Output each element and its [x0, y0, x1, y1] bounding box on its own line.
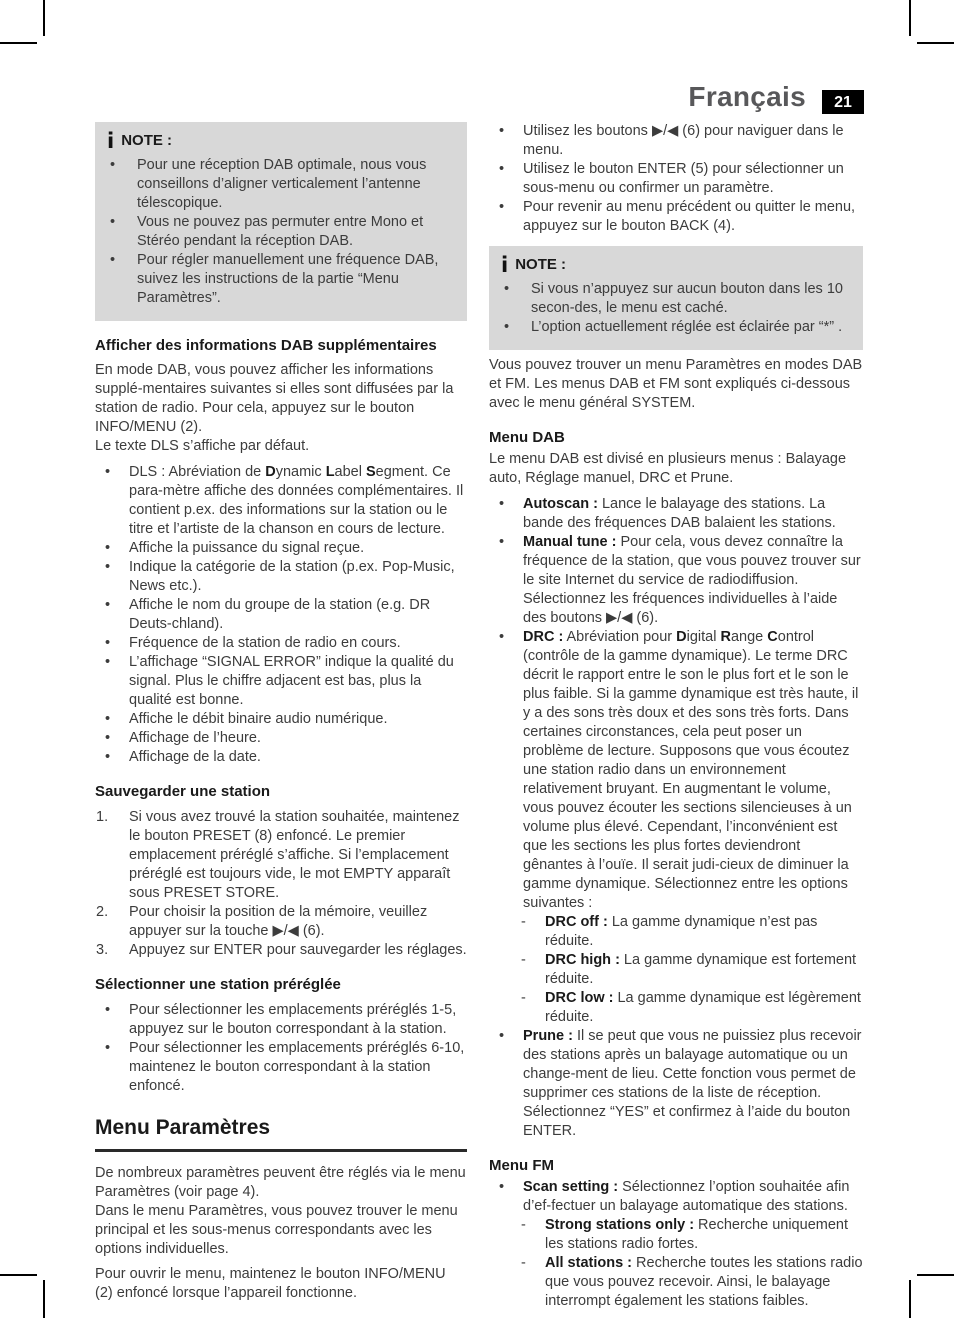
list-item-text [129, 710, 467, 729]
note-label: NOTE : [121, 132, 173, 149]
list-item [95, 1001, 467, 1039]
list-item [489, 495, 863, 533]
crop-mark [0, 1274, 37, 1276]
text-run: Utilisez les boutons ▶/◀ (6) pour naviguer dans le menu. [523, 123, 844, 158]
text-run: Autoscan : [523, 496, 598, 512]
list-item-text [137, 251, 455, 308]
list-item-text [129, 1039, 467, 1096]
text-run: Indique la catégorie de la station (p.ex. Pop-Music, News etc.). [129, 559, 455, 594]
list-item [489, 198, 863, 236]
text-run: En mode DAB, vous pouvez afficher les informations supplé-mentaires suivantes si elles sont diffusées par la station de radio. Pour cela, appuyez sur le bouton INFO/MENU (2). [95, 362, 454, 435]
list-item [95, 653, 467, 710]
list-item-text [523, 1178, 863, 1216]
list-item-text [137, 213, 455, 251]
text-run: D [676, 629, 687, 645]
list-item [95, 463, 467, 539]
note-box [489, 246, 863, 350]
crop-mark [43, 0, 45, 36]
bullet-marker: • [499, 1028, 505, 1044]
number-marker: 1. [96, 809, 109, 825]
text-run: Le texte DLS s’affiche par défaut. [95, 438, 310, 454]
list-item [519, 989, 863, 1027]
dash-marker: - [521, 990, 526, 1006]
bullet-marker: • [105, 1040, 111, 1056]
list-item [107, 156, 455, 213]
list-item-text [523, 628, 863, 913]
text-run: egment. Ce para-mètre affiche des données complémentaires. Il contient p.ex. des informations sur la station ou le titre et l’artiste de la chanson en cours de lecture. [129, 464, 464, 537]
section-heading: Sauvegarder une station [95, 783, 271, 800]
crop-mark [909, 1280, 911, 1318]
paragraph [95, 1202, 467, 1259]
text-run: Utilisez le bouton ENTER (5) pour sélectionner un sous-menu ou confirmer un paramètre. [523, 161, 844, 196]
list-item-text [129, 634, 467, 653]
text-run: R [720, 629, 731, 645]
list-item [489, 628, 863, 913]
list-item [95, 539, 467, 558]
list-item [95, 941, 467, 960]
note-label: NOTE : [515, 256, 567, 273]
bullet-marker: • [105, 597, 111, 613]
list-item-text [531, 318, 851, 337]
bullet-marker: • [105, 730, 111, 746]
paragraph [95, 361, 467, 437]
bullet-marker: • [105, 749, 111, 765]
text-run: Pour sélectionner les emplacements préréglés 1-5, appuyez sur le bouton correspondant à la station. [129, 1002, 457, 1037]
bullet-list [95, 463, 467, 767]
text-run: Vous ne pouvez pas permuter entre Mono et Stéréo pendant la réception DAB. [137, 214, 424, 249]
text-run: DRC off : [545, 914, 608, 930]
note-bullet-list [501, 280, 851, 337]
list-item-text [129, 729, 467, 748]
bullet-list [489, 495, 863, 1141]
text-run: Strong stations only : [545, 1217, 695, 1233]
bullet-marker: • [504, 319, 510, 335]
text-run: Appuyez sur ENTER pour sauvegarder les réglages. [129, 942, 467, 958]
bullet-marker: • [499, 199, 505, 215]
list-item [489, 1178, 863, 1216]
list-item-text [523, 198, 863, 236]
list-item [95, 1039, 467, 1096]
paragraph [489, 356, 863, 413]
text-run: DLS : Abréviation de [129, 464, 266, 480]
crop-mark [909, 0, 911, 36]
dash-marker: - [521, 952, 526, 968]
section-heading: Sélectionner une station préréglée [95, 976, 341, 993]
note-title [107, 129, 455, 153]
list-item [489, 533, 863, 628]
page-number-badge: 21 [822, 90, 864, 114]
bullet-marker: • [499, 629, 505, 645]
dash-marker: - [521, 1217, 526, 1233]
text-run: Pour revenir au menu précédent ou quitter le menu, appuyez sur le bouton BACK (4). [523, 199, 856, 234]
bullet-marker: • [105, 540, 111, 556]
list-item [107, 213, 455, 251]
chapter-heading: Menu Paramètres [95, 1116, 467, 1152]
text-run: igital [686, 629, 721, 645]
bullet-marker: • [499, 496, 505, 512]
bullet-marker: • [499, 1179, 505, 1195]
section-heading: Menu DAB [489, 429, 565, 446]
paragraph [95, 1164, 467, 1202]
text-run: Manual tune : [523, 534, 617, 550]
list-item [501, 280, 851, 318]
text-run: All stations : [545, 1255, 633, 1271]
list-item [95, 634, 467, 653]
text-run: L’option actuellement réglée est éclairée par “*” . [531, 319, 843, 335]
text-run: ange [730, 629, 768, 645]
bullet-marker: • [105, 654, 111, 670]
bullet-marker: • [499, 534, 505, 550]
list-item [95, 558, 467, 596]
text-run: S [366, 464, 376, 480]
number-marker: 3. [96, 942, 109, 958]
text-run: La gamme dynamique n’est pas réduite. [545, 914, 818, 949]
list-item [519, 1254, 863, 1311]
bullet-marker: • [105, 1002, 111, 1018]
page-language-title: Français [688, 81, 806, 112]
note-box [95, 122, 467, 321]
list-item-text [545, 1216, 863, 1254]
text-run: C [767, 629, 778, 645]
list-item [95, 729, 467, 748]
list-item [519, 951, 863, 989]
number-marker: 2. [96, 904, 109, 920]
bullet-list [489, 1178, 863, 1311]
list-item [519, 1216, 863, 1254]
text-run: Prune : [523, 1028, 573, 1044]
text-run: ontrol (contrôle de la gamme dynamique). Le terme DRC décrit le rapport entre le son le plus fort et le son le plus faible. Si la gamme dynamique est très haute, il y a des sons très doux et des sons très forts. Dans certaines circonstances, cela peut poser un problème de lecture. Supposons que vous écoutez une station radio dans un environnement relativement bruyant. En augmentant le volume, vous pouvez écouter les sections silencieuses à un volume plus élevé. Cependant, l’inconvénient est que les sections les plus fortes deviendront gênantes à l’ouïe. Il serait judi-cieux de diminuer la gamme dynamique. Sélectionnez entre les options suivantes : [523, 629, 859, 911]
text-run: Pour régler manuellement une fréquence DAB, suivez les instructions de la partie “Menu Paramètres”. [137, 252, 439, 306]
text-run: Lance le balayage des stations. La bande des fréquences DAB balaient les stations. [523, 496, 836, 531]
bullet-marker: • [105, 635, 111, 651]
text-run: Fréquence de la station de radio en cours. [129, 635, 401, 651]
paragraph [489, 450, 863, 488]
text-run: Affichage de la date. [129, 749, 261, 765]
text-run: Si vous avez trouvé la station souhaitée, maintenez le bouton PRESET (8) enfoncé. Le premier emplacement préréglé s’affiche. Si l’emplacement préréglé est toujours vide, le mot EMPTY apparaît sous PRESET STORE. [129, 809, 460, 901]
right-column [489, 122, 863, 1311]
text-run: Affiche le nom du groupe de la station (e.g. DR Deuts-chland). [129, 597, 431, 632]
text-run: Pour sélectionner les emplacements préréglés 6-10, maintenez le bouton correspondant à la station enfoncé. [129, 1040, 465, 1094]
bullet-marker: • [499, 123, 505, 139]
numbered-list [95, 808, 467, 960]
text-run: Affichage de l’heure. [129, 730, 261, 746]
bullet-marker: • [499, 161, 505, 177]
list-item [95, 710, 467, 729]
text-run: Affiche le débit binaire audio numérique. [129, 711, 388, 727]
bullet-list [489, 122, 863, 236]
list-item-text [523, 1027, 863, 1141]
text-run: Pour cela, vous devez connaître la fréquence de la station, que vous pouvez trouver sur le site Internet du service de radiodiffusion. Sélectionnez les fréquences individuelles à l’aide des boutons ▶/◀ (6). [523, 534, 861, 626]
list-item [519, 913, 863, 951]
list-item-text [129, 748, 467, 767]
list-item-text [129, 1001, 467, 1039]
list-item-text [129, 463, 467, 539]
paragraph [95, 1265, 467, 1303]
bullet-marker: • [110, 157, 116, 173]
list-item-text [523, 122, 863, 160]
list-item [107, 251, 455, 308]
text-run: DRC high : [545, 952, 620, 968]
text-run: Affiche la puissance du signal reçue. [129, 540, 365, 556]
text-run: DRC low : [545, 990, 614, 1006]
text-run: Recherche toutes les stations radio que vous pouvez recevoir. Ainsi, le balayage interrompt également les stations faibles. [545, 1255, 863, 1309]
bullet-list [95, 1001, 467, 1096]
list-item-text [523, 533, 863, 628]
bullet-marker: • [110, 252, 116, 268]
text-run: Abréviation pour [563, 629, 677, 645]
list-item-text [545, 989, 863, 1027]
text-run: La gamme dynamique est fortement réduite. [545, 952, 857, 987]
text-run: Le menu DAB est divisé en plusieurs menus : Balayage auto, Réglage manuel, DRC et Prune. [489, 451, 847, 486]
list-item [489, 160, 863, 198]
text-run: La gamme dynamique est légèrement réduite. [545, 990, 861, 1025]
text-run: Si vous n’appuyez sur aucun bouton dans les 10 secon-des, le menu est caché. [531, 281, 843, 316]
text-run: Il se peut que vous ne puissiez plus recevoir des stations après un balayage automatique ou un change-ment de lieu. Cette fonction vous permet de supprimer ces stations de la liste de réception. Sélectionnez “YES” et confirmez à l’aide du bouton ENTER. [523, 1028, 862, 1139]
note-title [501, 253, 851, 277]
section-heading: Afficher des informations DAB supplémentaires [95, 337, 437, 354]
text-run: DRC : [523, 629, 564, 645]
list-item-text [129, 941, 467, 960]
text-run: ynamic [275, 464, 326, 480]
list-item-text [129, 558, 467, 596]
list-item-text [523, 495, 863, 533]
bullet-marker: • [105, 464, 111, 480]
list-item-text [129, 539, 467, 558]
list-item [95, 903, 467, 941]
section-heading: Menu FM [489, 1157, 554, 1174]
text-run: Pour ouvrir le menu, maintenez le bouton INFO/MENU (2) enfoncé lorsque l’appareil fonctionne. [95, 1266, 446, 1301]
info-icon: i [107, 129, 115, 153]
list-item-text [129, 653, 467, 710]
text-run: Pour choisir la position de la mémoire, veuillez appuyer sur la touche ▶/◀ (6). [129, 904, 428, 939]
dash-marker: - [521, 914, 526, 930]
text-run: D [265, 464, 276, 480]
list-item-text [545, 1254, 863, 1311]
list-item [501, 318, 851, 337]
text-run: L’affichage “SIGNAL ERROR” indique la qualité du signal. Plus le chiffre adjacent est bas, plus la qualité est bonne. [129, 654, 454, 708]
text-run: Dans le menu Paramètres, vous pouvez trouver le menu principal et les sous-menus correspondants avec les options individuelles. [95, 1203, 458, 1257]
list-item [95, 808, 467, 903]
list-item [95, 748, 467, 767]
text-run: Recherche uniquement les stations radio fortes. [545, 1217, 848, 1252]
info-icon: i [501, 253, 509, 277]
list-item-text [523, 160, 863, 198]
list-item-text [545, 913, 863, 951]
bullet-marker: • [110, 214, 116, 230]
text-run: Sélectionnez l’option souhaitée afin d’ef-fectuer un balayage automatique des stations. [523, 1179, 850, 1214]
crop-mark [43, 1280, 45, 1318]
bullet-marker: • [105, 559, 111, 575]
text-run: Scan setting : [523, 1179, 619, 1195]
text-run: De nombreux paramètres peuvent être réglés via le menu Paramètres (voir page 4). [95, 1165, 466, 1200]
text-run: L [325, 464, 335, 480]
left-column [95, 122, 467, 1303]
crop-mark [0, 42, 37, 44]
bullet-marker: • [105, 711, 111, 727]
note-bullet-list [107, 156, 455, 308]
list-item-text [129, 808, 467, 903]
list-item-text [129, 596, 467, 634]
bullet-marker: • [504, 281, 510, 297]
list-item [489, 122, 863, 160]
list-item-text [545, 951, 863, 989]
list-item [95, 596, 467, 634]
paragraph [95, 437, 467, 456]
list-item-text [531, 280, 851, 318]
crop-mark [917, 1274, 954, 1276]
dash-marker: - [521, 1255, 526, 1271]
text-run: abel [334, 464, 366, 480]
list-item-text [129, 903, 467, 941]
text-run: Pour une réception DAB optimale, nous vous conseillons d’aligner verticalement l’antenne télescopique. [137, 157, 427, 211]
list-item-text [137, 156, 455, 213]
crop-mark [917, 42, 954, 44]
text-run: Vous pouvez trouver un menu Paramètres en modes DAB et FM. Les menus DAB et FM sont expliqués ci-dessous avec le menu général SYSTEM. [489, 357, 863, 411]
list-item [489, 1027, 863, 1141]
